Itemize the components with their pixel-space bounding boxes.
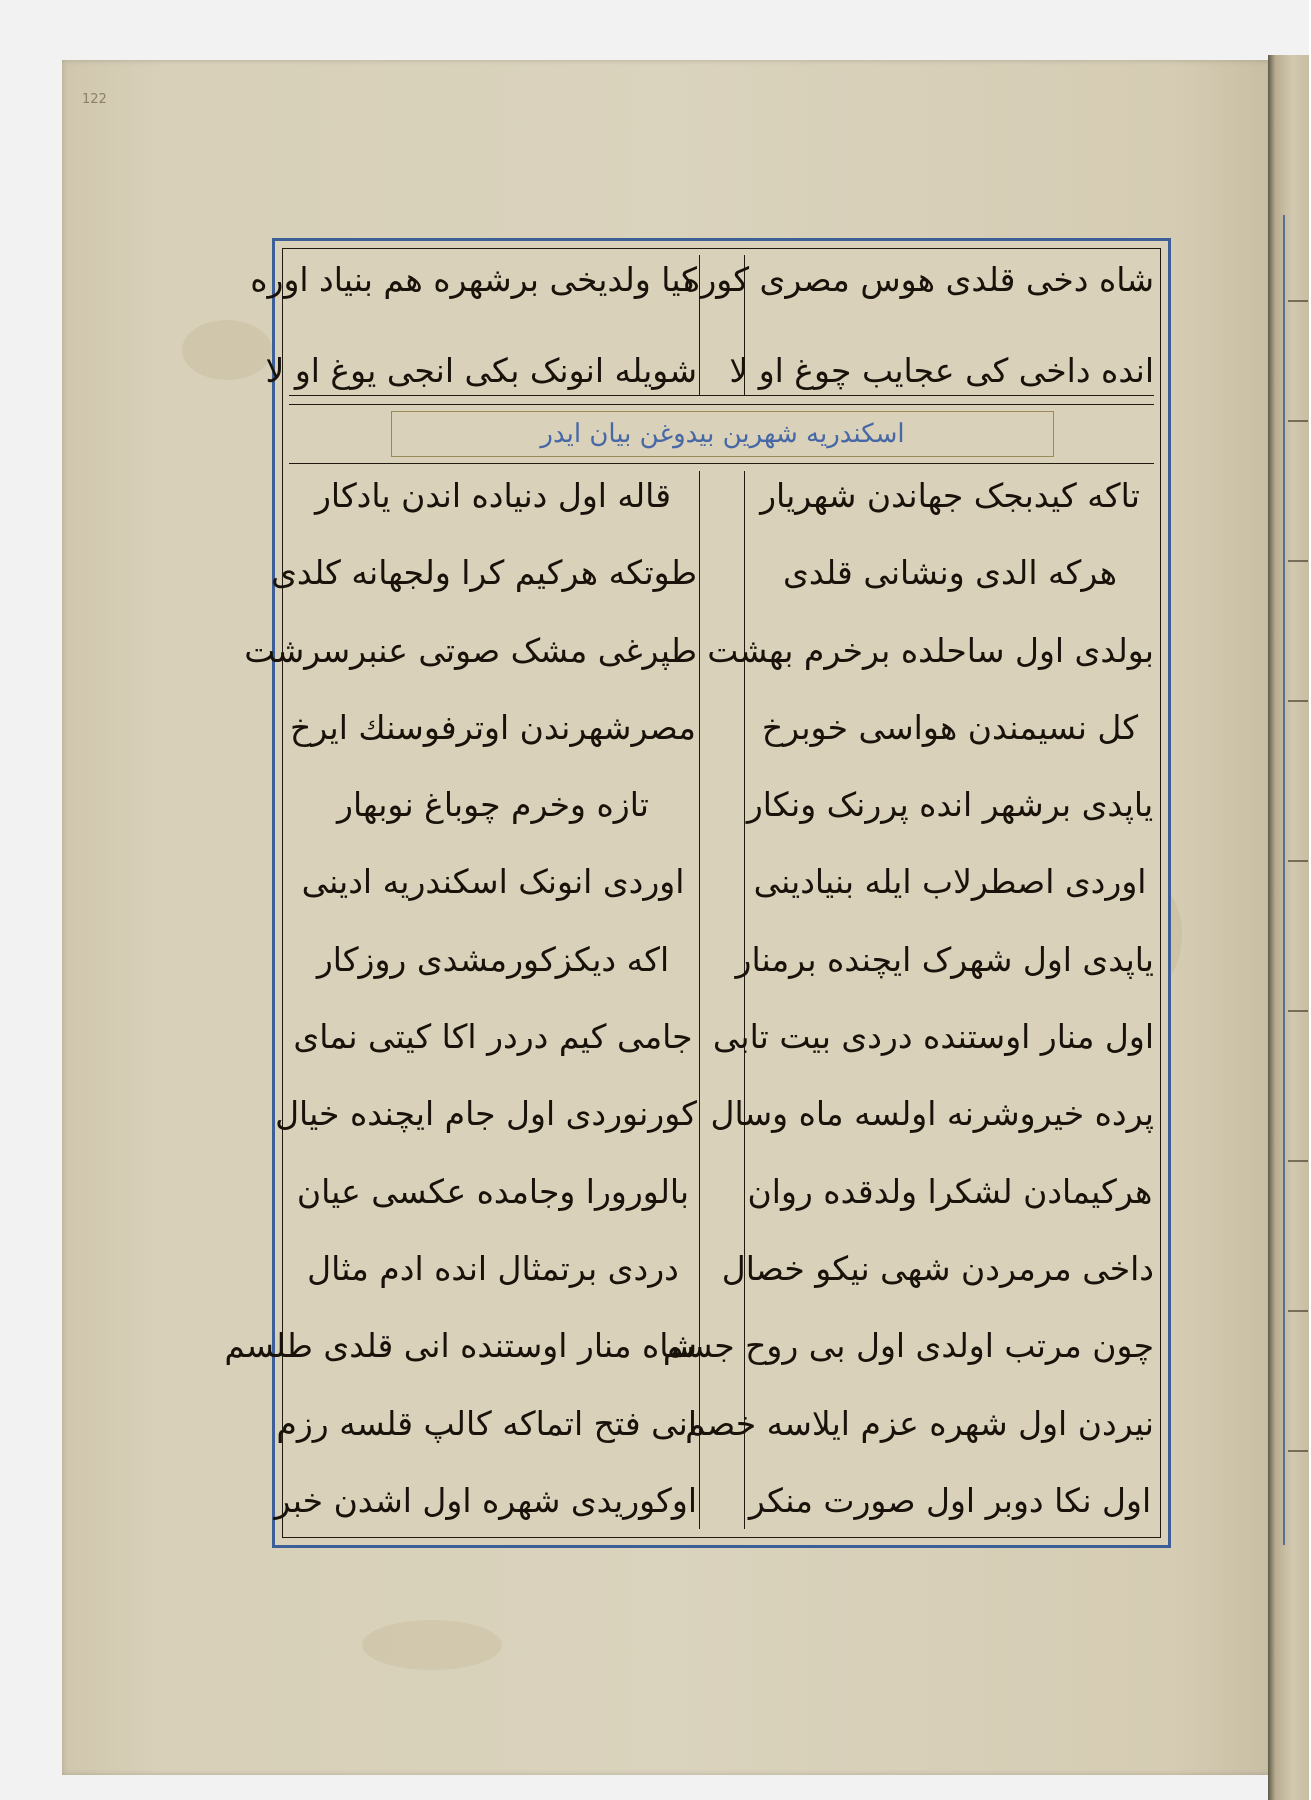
verse-line: شویله انونک بکی انجی یوغ او لا [265,351,697,390]
verse-line: یاپدی اول شهرک ایچنده برمنار [735,939,1154,979]
verse-line: کورنوردی اول جام ایچنده خیال [275,1094,697,1134]
verse-line: داخی مرمردن شهی نیکو خصال [721,1248,1154,1288]
verse-line: شاه منار اوستنده انی قلدی طلسم [224,1326,697,1366]
top-right-column [683,255,1154,395]
verse-line: اندە داخی کی عجایب چوغ او لا [729,351,1154,390]
verse-line: تازه وخرم چوباغ نوبهار [337,785,649,825]
verse-line: طوتکه هرکیم کرا ولجهانه کلدی [271,553,697,593]
verse-line: اوکوریدی شهره اول اشدن خبر [274,1480,697,1520]
verse-line: اوردی اصطرلاب ایله بنیادینی [753,862,1147,902]
adjacent-text-fragment [1288,300,1308,302]
verse-line: اول منار اوستنده دردی بیت تابی [712,1017,1154,1057]
adjacent-text-fragment [1288,1010,1308,1012]
verse-line: مصرشهرندن اوترفوسنك ایرخ [290,707,696,747]
verse-line: اول نکا دوبر اول صورت منکر [748,1480,1152,1520]
verse-line: پرده خیروشرنه اولسه ماه وسال [710,1094,1154,1134]
verse-line: چون مرتب اولدی اول بی روح جسم [662,1326,1154,1366]
verse-line: اوردی انونک اسکندریه ادینی [301,862,685,902]
verse-line: جامی کیم دردر اکا کیتی نمای [293,1017,693,1057]
paper-stain [362,1620,502,1670]
adjacent-text-fragment [1288,860,1308,862]
paper-stain [182,320,272,380]
verse-line: هرکه الدی ونشانی قلدی [782,553,1117,593]
verse-line: بالورورا وجامده عکسی عیان [296,1171,690,1211]
verse-line: طپرغی مشک صوتی عنبرسرشت [244,630,697,670]
adjacent-text-fragment [1288,1310,1308,1312]
section-heading-band [289,404,1154,464]
verse-line: تاکه کیدبجک جهاندن شهریار [760,476,1140,515]
adjacent-page-text-strip [1283,215,1311,1545]
folio-number: 122 [82,92,107,107]
top-couplet-row [250,255,1154,396]
verse-line: دردی برتمثال اندە ادم مثال [307,1248,679,1288]
section-heading: اسکندریه شهرین بیدوغن بیان ایدر [391,411,1054,457]
adjacent-text-fragment [1288,700,1308,702]
verse-line: شاه دخی قلدی هوس مصری کوره [683,260,1154,299]
verse-line: اکه دیکزکورمشدی روزکار [316,939,670,979]
verse-line: یاپدی برشهر اندە پررنک ونکار [746,785,1154,825]
verse-line: کیا ولدیخی برشهره هم بنیاد اوره [250,260,697,299]
verse-line: کل نسیمندن هواسی خوبرخ [761,707,1139,747]
verse-line: قاله اول دنیاده اندن یادکار [314,476,672,515]
adjacent-text-fragment [1288,420,1308,422]
main-text-area [224,471,1154,1529]
top-left-column [250,255,697,395]
verse-line: هرکیمادن لشکرا ولدقده روان [747,1171,1153,1211]
adjacent-text-fragment [1288,1160,1308,1162]
right-text-column [662,471,1154,1529]
adjacent-text-fragment [1288,1450,1308,1452]
left-text-column [224,471,697,1529]
verse-line: بولدی اول ساحلده برخرم بهشت [707,630,1154,670]
verse-line: انی فتح اتماکه کالپ قلسه رزم [276,1403,697,1443]
column-divider [699,471,745,1529]
text-frame [224,238,1171,1548]
verse-line: نیردن اول شهره عزم ایلاسه خصم [685,1403,1154,1443]
adjacent-text-fragment [1288,560,1308,562]
